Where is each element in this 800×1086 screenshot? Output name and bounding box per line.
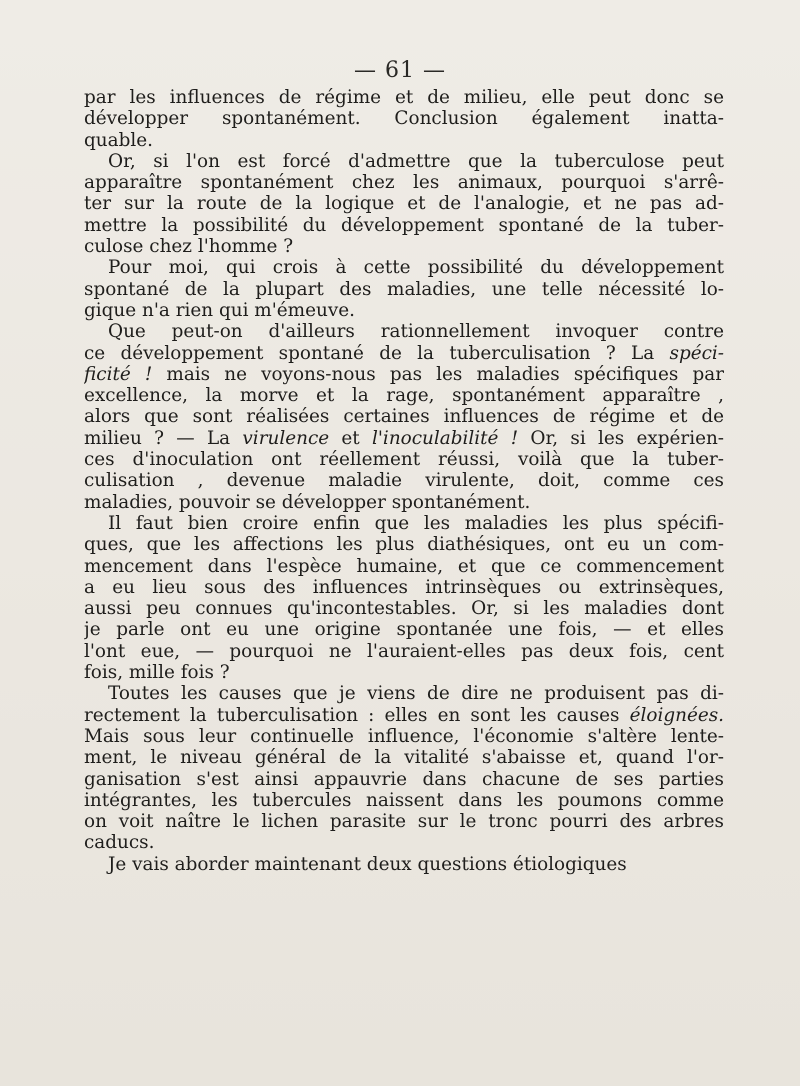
text-line: ques, que les affections les plus diathésiques, ont eu un com- [84, 534, 724, 556]
text-line: on voit naître le lichen parasite sur le tronc pourri des arbres [84, 811, 724, 833]
text-line: aussi peu connues qu'incontestables. Or, si les maladies dont [84, 598, 724, 620]
text-line [84, 343, 724, 364]
text-line: par les influences de régime et de milieu, elle peut donc se [84, 87, 724, 108]
text-line: je parle ont eu une origine spontanée une fois, — et elles [84, 619, 724, 641]
text-line: Que peut-on d'ailleurs rationnellement invoquer contre [108, 321, 724, 343]
text-fragment: ce développement spontané de la tuberculisation ? La [84, 342, 655, 364]
text-line: maladies, pouvoir se développer spontanément. [84, 491, 531, 513]
text-line: apparaître spontanément chez les animaux, pourquoi s'arrê- [84, 172, 724, 194]
text-line [84, 428, 724, 449]
text-line: culisation , devenue maladie virulente, doit, comme ces [84, 470, 724, 492]
paragraph-5 [84, 513, 724, 683]
text-line: ter sur la route de la logique et de l'analogie, et ne pas ad- [84, 193, 724, 215]
text-line [84, 364, 724, 385]
text-fragment: Or, si les expérien- [518, 427, 724, 449]
paragraph-1 [84, 87, 724, 151]
italic-fragment: spéci- [669, 342, 724, 364]
page-number: — 61 — [354, 58, 446, 83]
text-line: l'ont eue, — pourquoi ne l'auraient-elles pas deux fois, cent [84, 640, 724, 662]
paragraph-2 [84, 151, 724, 257]
text-line: alors que sont réalisées certaines influences de régime et de [84, 406, 724, 428]
text-line: Je vais aborder maintenant deux questions étiologiques [108, 853, 627, 875]
text-line: Il faut bien croire enfin que les maladies les plus spécifi- [108, 512, 724, 534]
text-fragment: mais ne voyons-nous pas les maladies spécifiques par [152, 363, 724, 385]
paragraph-4 [84, 321, 724, 513]
italic-fragment: éloignées. [629, 704, 724, 726]
paragraph-7 [84, 854, 724, 875]
text-line: mettre la possibilité du développement spontané de la tuber- [84, 214, 724, 236]
text-line: ment, le niveau général de la vitalité s'abaisse et, quand l'or- [84, 747, 724, 769]
text-line: gique n'a rien qui m'émeuve. [84, 299, 355, 321]
text-line: mencement dans l'espèce humaine, et que ce commencement [84, 555, 724, 577]
text-line: ganisation s'est ainsi appauvrie dans chacune de ses parties [84, 768, 724, 790]
text-line: culose chez l'homme ? [84, 236, 294, 258]
text-line: a eu lieu sous des influences intrinsèques ou extrinsèques, [84, 576, 724, 598]
text-line: Toutes les causes que je viens de dire ne produisent pas di- [108, 683, 724, 705]
text-line: ces d'inoculation ont réellement réussi, voilà que la tuber- [84, 449, 724, 471]
text-line: Mais sous leur continuelle influence, l'économie s'altère lente- [84, 725, 724, 747]
text-line: spontané de la plupart des maladies, une telle nécessité lo- [84, 278, 724, 300]
italic-fragment: l'inoculabilité ! [372, 427, 519, 449]
text-fragment: et [329, 427, 372, 449]
text-fragment: rectement la tuberculisation : elles en sont les causes [84, 704, 620, 726]
text-line: excellence, la morve et la rage, spontanément apparaître , [84, 385, 724, 407]
text-line: quable. [84, 129, 153, 151]
text-line: fois, mille fois ? [84, 662, 230, 684]
body-text [84, 87, 724, 875]
italic-fragment: ficité ! [84, 363, 153, 385]
text-line [84, 705, 724, 726]
text-line: caducs. [84, 832, 155, 854]
text-line: Or, si l'on est forcé d'admettre que la tuberculose peut [108, 150, 724, 172]
text-line: intégrantes, les tubercules naissent dans les poumons comme [84, 789, 724, 811]
paragraph-3 [84, 257, 724, 321]
text-line: développer spontanément. Conclusion également inatta- [84, 108, 724, 130]
text-line: Pour moi, qui crois à cette possibilité du développement [108, 257, 724, 279]
italic-fragment: virulence [242, 427, 330, 449]
paragraph-6 [84, 683, 724, 853]
text-fragment: milieu ? — La [84, 427, 243, 449]
